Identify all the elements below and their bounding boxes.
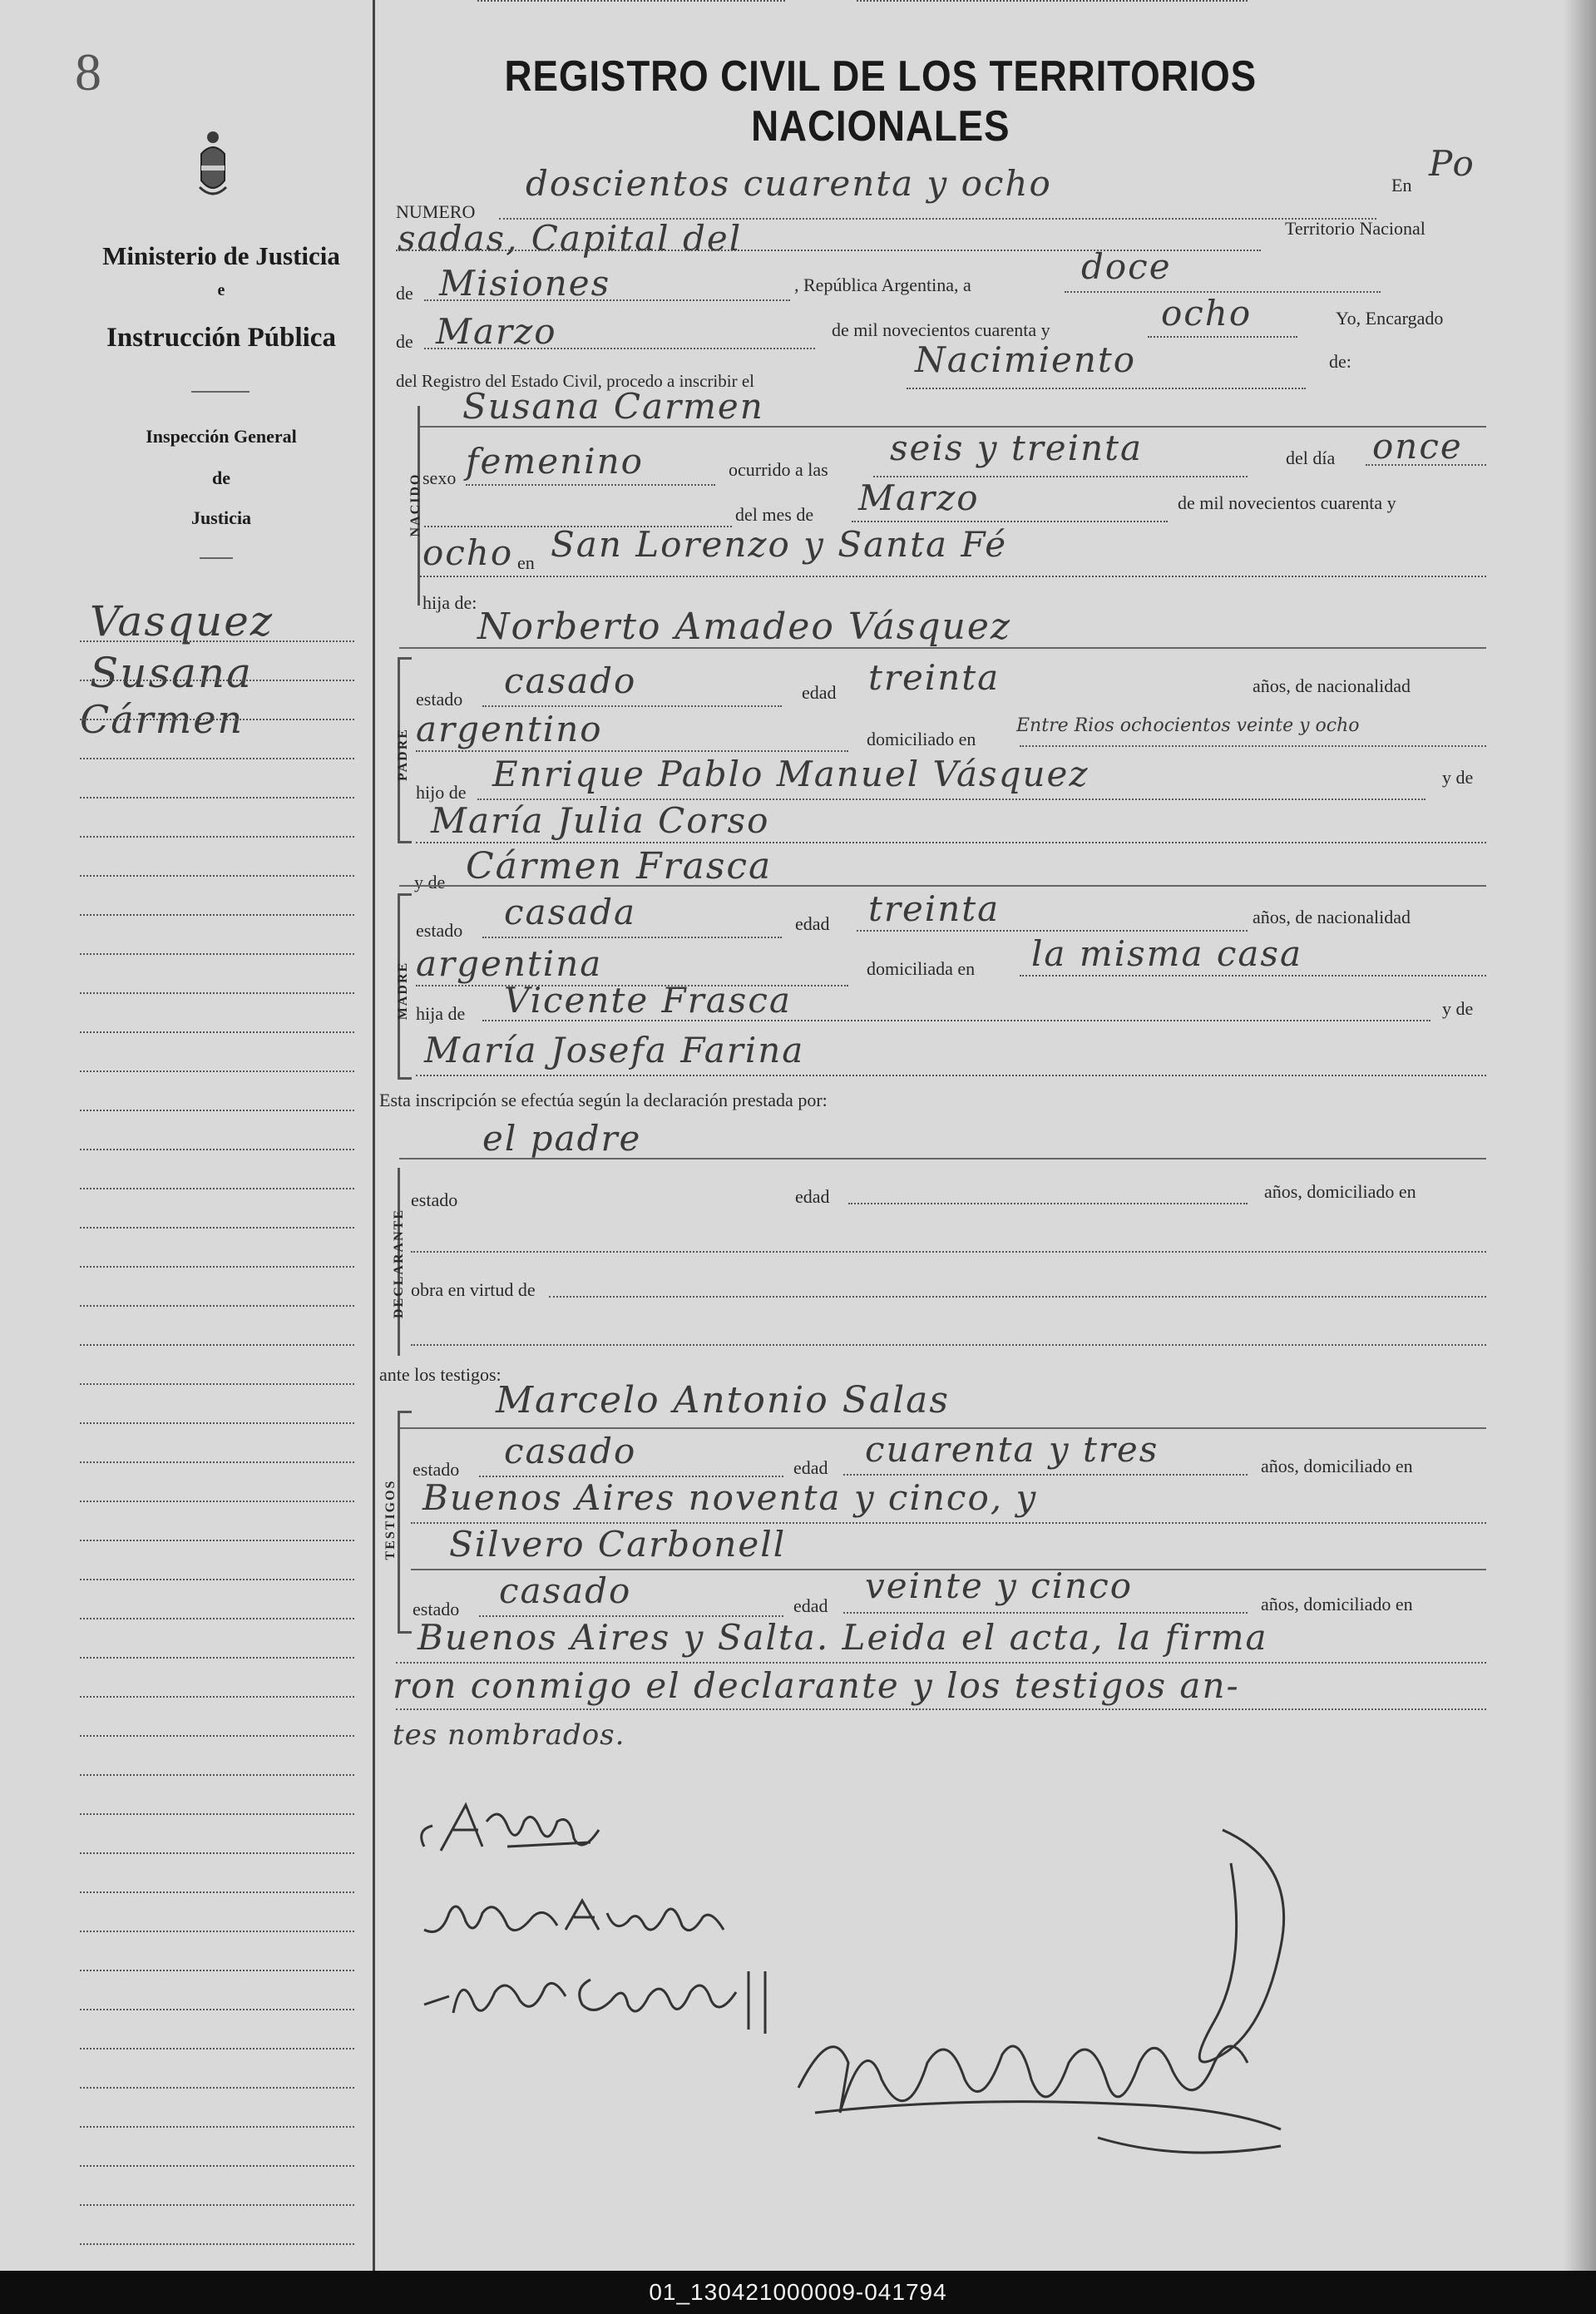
signature-declarante	[408, 1788, 624, 1871]
mes-value: Marzo	[858, 477, 980, 518]
month-value: Marzo	[436, 311, 557, 352]
closing-line-2: ron conmigo el declarante y los testigos an-	[393, 1665, 1240, 1706]
del-dia-label: del día	[1286, 447, 1336, 468]
numero-label: NUMERO	[396, 201, 476, 222]
right-edge-shadow	[1564, 0, 1596, 2271]
side-ruled-line	[80, 836, 354, 838]
de-label: de	[396, 283, 413, 304]
registro-label: del Registro del Estado Civil, procedo a inscribir el	[396, 371, 754, 391]
acto-dots	[907, 388, 1306, 389]
yo-label: Yo, Encargado	[1336, 308, 1444, 329]
padre-label: PADRE	[396, 728, 410, 781]
nacido-name: Susana Carmen	[462, 386, 764, 427]
declarante-intro: Esta inscripción se efectúa según la declaración prestada por:	[379, 1090, 828, 1110]
padre-y-de-label: y de	[1442, 767, 1474, 788]
declarante-edad-label: edad	[795, 1186, 830, 1207]
side-ruled-line	[80, 1344, 354, 1346]
side-ruled-line	[80, 1657, 354, 1659]
side-ruled-line	[80, 1931, 354, 1932]
padre-nac-dots	[416, 750, 848, 752]
side-ruled-line	[80, 1813, 354, 1815]
side-ruled-line	[80, 2009, 354, 2010]
madre-edad-label: edad	[795, 913, 830, 934]
padre-nacionalidad-value: argentino	[416, 709, 603, 749]
side-ruled-line	[80, 2087, 354, 2089]
en-value-1: Po	[1429, 143, 1475, 184]
anio-value: ocho	[422, 532, 514, 573]
padre-estado-value: casado	[504, 660, 637, 701]
territorio-value: Misiones	[439, 263, 611, 304]
sexo-value: femenino	[466, 441, 644, 482]
madre-anios-label: años, de nacionalidad	[1253, 907, 1411, 927]
side-divider-1	[191, 391, 250, 393]
madre-nacionalidad-value: argentina	[416, 943, 603, 984]
madre-de-madre-dots	[416, 1075, 1486, 1076]
year-value: ocho	[1161, 293, 1253, 334]
en-value-2: sadas, Capital del	[398, 218, 743, 259]
madre-y-de-label: y de	[414, 872, 446, 892]
madre-domicilio-value: la misma casa	[1031, 933, 1303, 974]
padre-domiciliado-label: domiciliado en	[867, 729, 976, 749]
side-ruled-line	[80, 1735, 354, 1737]
margin-divider	[373, 0, 375, 2271]
testigo1-name: Marcelo Antonio Salas	[496, 1379, 950, 1422]
inspeccion-line3: Justicia	[190, 507, 252, 528]
side-ruled-line	[80, 680, 354, 681]
madre-de-padre-value: María Julia Corso	[431, 800, 770, 841]
side-ruled-line	[80, 1383, 354, 1385]
madre-de-padre-dots	[416, 842, 1486, 843]
declarante-line	[399, 1158, 1486, 1159]
page-number: 8	[75, 42, 101, 101]
de-colon-label: de:	[1329, 351, 1351, 372]
nacido-en-label: en	[517, 552, 535, 573]
side-ruled-line	[80, 2126, 354, 2128]
del-mes-label: del mes de	[735, 504, 814, 525]
de-label-2: de	[396, 331, 413, 352]
testigo2-edad-value: veinte y cinco	[865, 1565, 1134, 1606]
sexo-dots	[466, 484, 715, 486]
side-ruled-line	[80, 1540, 354, 1541]
side-ruled-line	[80, 1110, 354, 1111]
signature-testigo-1	[416, 1888, 782, 1955]
side-ruled-line	[80, 1305, 354, 1307]
testigo2-dom-dots	[396, 1662, 1486, 1664]
side-ruled-line	[80, 2048, 354, 2049]
padre-name: Norberto Amadeo Vásquez	[477, 606, 1012, 648]
testigo2-name: Silvero Carbonell	[449, 1524, 787, 1565]
lugar-value: San Lorenzo y Santa Fé	[551, 524, 1008, 565]
side-ruled-line	[80, 875, 354, 877]
hora-value: seis y treinta	[890, 428, 1144, 468]
dia-value: once	[1372, 426, 1463, 467]
testigo2-estado-label: estado	[413, 1599, 460, 1619]
padre-edad-value: treinta	[868, 657, 1001, 698]
madre-estado-dots	[482, 937, 782, 938]
mil-label: de mil novecientos cuarenta y	[832, 319, 1050, 340]
side-ruled-line	[80, 1852, 354, 1854]
side-ruled-line	[80, 1070, 354, 1072]
testigo1-edad-value: cuarenta y tres	[865, 1429, 1159, 1470]
side-ruled-line	[80, 640, 354, 642]
side-ruled-line	[80, 1618, 354, 1619]
madre-name: Cármen Frasca	[466, 845, 773, 888]
declarante-value: el padre	[482, 1118, 642, 1159]
testigo2-domicilio: Buenos Aires y Salta. Leida el acta, la firma	[418, 1617, 1268, 1658]
padre-name-line	[399, 647, 1486, 649]
hija-de-label: hija de:	[422, 592, 477, 613]
testigo2-edad-label: edad	[793, 1595, 828, 1616]
testigo1-estado-label: estado	[413, 1459, 460, 1480]
margin-name-2: Susana	[90, 649, 253, 697]
side-ruled-line	[80, 2243, 354, 2245]
page-title: REGISTRO CIVIL DE LOS TERRITORIOS NACIONALES	[504, 52, 1258, 151]
side-ruled-line	[80, 992, 354, 994]
declarante-edad-dots	[848, 1203, 1248, 1204]
testigos-bracket	[398, 1411, 412, 1634]
side-ruled-line	[80, 2204, 354, 2206]
footer-id: 01_130421000009-041794	[0, 2271, 1596, 2314]
numero-value: doscientos cuarenta y ocho	[526, 163, 1052, 204]
declarante-anios-label: años, domiciliado en	[1264, 1181, 1416, 1202]
side-ruled-line	[80, 719, 354, 720]
padre-estado-dots	[482, 705, 782, 707]
testigo1-edad-dots	[843, 1474, 1248, 1476]
ministerio-line2: Instrucción Pública	[106, 323, 336, 353]
side-ruled-line	[80, 1696, 354, 1698]
side-ruled-line	[80, 953, 354, 955]
padre-edad-label: edad	[802, 682, 837, 703]
testigo2-anios-label: años, domiciliado en	[1261, 1594, 1413, 1614]
inspeccion-de: de	[212, 467, 230, 488]
ocurrido-label: ocurrido a las	[729, 459, 828, 480]
republica-label: , República Argentina, a	[794, 274, 971, 295]
madre-edad-dots	[857, 930, 1248, 932]
sexo-label: sexo	[422, 467, 457, 488]
madre-estado-label: estado	[416, 920, 463, 941]
padre-dom-dots	[1020, 745, 1486, 747]
side-divider-2	[200, 557, 233, 559]
side-ruled-line	[80, 1266, 354, 1268]
testigos-label: TESTIGOS	[383, 1479, 398, 1560]
padre-de-padre-value: Enrique Pablo Manuel Vásquez	[492, 754, 1090, 794]
madre-de-madre-value: María Josefa Farina	[424, 1030, 805, 1070]
side-ruled-line	[80, 1188, 354, 1189]
side-ruled-line	[80, 1579, 354, 1580]
nacido-label: NACIDO	[408, 472, 422, 537]
side-ruled-line	[80, 1774, 354, 1776]
side-ruled-line	[80, 2165, 354, 2167]
declarante-obra-label: obra en virtud de	[411, 1279, 536, 1300]
padre-estado-label: estado	[416, 689, 463, 710]
testigo2-edad-dots	[843, 1612, 1248, 1614]
declarante-dom-dots	[411, 1251, 1486, 1253]
testigo1-anios-label: años, domiciliado en	[1261, 1456, 1413, 1476]
mes-dots	[852, 521, 1168, 522]
side-ruled-line	[80, 1227, 354, 1229]
acto-value: Nacimiento	[915, 339, 1137, 380]
side-ruled-line	[80, 914, 354, 916]
en-label: En	[1391, 175, 1412, 195]
declarante-estado-dots	[477, 0, 785, 2]
side-ruled-line	[80, 1149, 354, 1150]
madre-name-line	[399, 885, 1486, 887]
ministerio-line1: Ministerio de Justicia	[102, 241, 340, 270]
side-ruled-line	[80, 1422, 354, 1424]
nacido-mil-label: de mil novecientos cuarenta y	[1178, 492, 1396, 513]
side-ruled-line	[80, 1501, 354, 1502]
day-value: doce	[1081, 246, 1172, 287]
testigo1-domicilio: Buenos Aires noventa y cinco, y	[422, 1477, 1038, 1518]
testigo2-estado-value: casado	[499, 1570, 632, 1611]
padre-edad-dots	[857, 0, 1248, 2]
side-ruled-line	[80, 1970, 354, 1971]
declarante-obra-dots	[549, 1296, 1486, 1298]
margin-name-3: Cármen	[80, 697, 245, 742]
declarante-estado-label: estado	[411, 1189, 458, 1210]
madre-hija-de-label: hija de	[416, 1003, 466, 1024]
margin-name-1: Vasquez	[90, 597, 274, 645]
ministerio-e: e	[217, 281, 225, 299]
madre-domiciliada-label: domiciliada en	[867, 958, 976, 979]
side-ruled-line	[80, 1461, 354, 1463]
declarante-obra-dots-2	[411, 1344, 1486, 1346]
padre-hijo-de-label: hijo de	[416, 782, 467, 803]
padre-domicilio-value: Entre Rios ochocientos veinte y ocho	[1016, 715, 1360, 736]
declarante-label: DECLARANTE	[392, 1209, 406, 1319]
side-ruled-line	[80, 797, 354, 799]
year-dots	[1148, 336, 1297, 338]
madre-edad-value: treinta	[868, 888, 1001, 929]
signature-encargado	[782, 1813, 1347, 2196]
side-ruled-line	[80, 1891, 354, 1893]
side-ruled-line	[80, 758, 354, 759]
side-ruled-line	[80, 1031, 354, 1033]
inspeccion-line1: Inspección General	[146, 426, 297, 447]
closing-dots-2	[396, 1708, 1486, 1710]
padre-de-madre-value: Vicente Frasca	[504, 980, 792, 1021]
lugar-dots	[420, 576, 1486, 577]
testigos-intro: ante los testigos:	[379, 1364, 502, 1385]
madre-estado-value: casada	[504, 892, 637, 932]
padre-anios-label: años, de nacionalidad	[1253, 675, 1411, 696]
closing-line-3: tes nombrados.	[393, 1718, 625, 1752]
madre-y-de2-label: y de	[1442, 998, 1474, 1019]
madre-label: MADRE	[396, 961, 410, 1021]
territorio-label: Territorio Nacional	[1285, 218, 1426, 239]
coat-of-arms-icon	[198, 129, 228, 200]
signature-testigo-2	[416, 1955, 815, 2054]
testigo1-edad-label: edad	[793, 1457, 828, 1478]
madre-dom-dots	[1020, 975, 1486, 977]
testigo1-estado-value: casado	[504, 1431, 637, 1471]
